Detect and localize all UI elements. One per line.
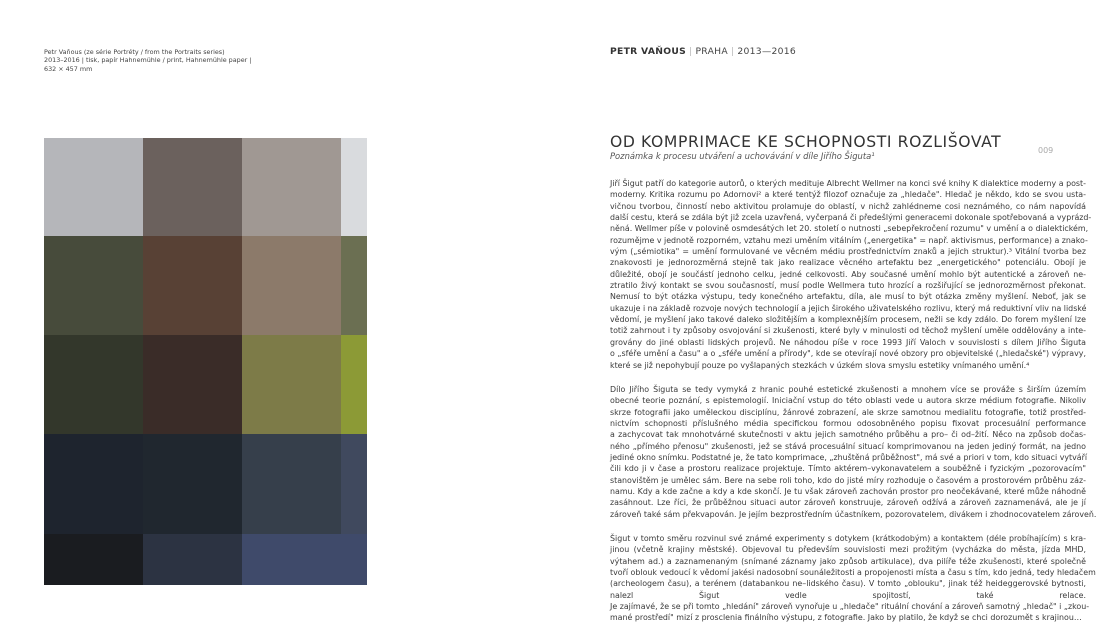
color-block <box>242 434 341 534</box>
color-block <box>341 138 367 236</box>
color-block <box>341 335 367 434</box>
text-line: skrze fotografii jako uměleckou disciplínu, žánrové zobrazení, ale skrze samotnou medialitu fotografie, totiž prostřed- <box>610 407 1086 417</box>
color-block <box>143 138 242 236</box>
article-title: OD KOMPRIMACE KE SCHOPNOSTI ROZLIŠOVAT <box>610 133 1002 151</box>
text-line: namu. Kdy a kde začne a kdy a kde skončí. Je tu však zároveň zachován prostor pro neočekávané, které může náhodně <box>610 486 1086 496</box>
text-line: zároveň také sám překvapován. Je jejím bezprostředním účastníkem, pozorovatelem, divákem i zhodnocovatelem zároveň. <box>610 509 1097 519</box>
artwork-color-grid <box>44 138 367 585</box>
caption-dimensions: 632 × 457 mm <box>44 64 93 73</box>
article-paragraph <box>610 533 1096 624</box>
text-line: obecné teorie poznání, s epistemologií. Iniciační vstup do této oblasti vede u autora skrze médium fotografie. Nikoliv <box>610 396 1086 406</box>
color-block <box>341 534 367 585</box>
text-line: čili kdo ji v čase a prostoru realizace projektuje. Tímto aktérem–vykonavatelem a souběžně i fyzickým „pozorovacím" <box>610 464 1086 474</box>
text-line: stanovištěm je umělec sám. Bere na sebe roli toho, kdo do jisté míry rozhoduje o časovém a prostorovém průběhu záz- <box>610 475 1086 485</box>
text-line: o „sféře umění a času" a o „sféře umění a přírody", kde se otevírají nové obzory pro objevitelské („hledačské") výpravy, <box>610 349 1086 359</box>
text-line: důležité, obojí je součástí jednoho celku, jedné celkovosti. Aby současné umění mohlo být autentické a zároveň ne- <box>610 269 1086 279</box>
header-author: PETR VAŇOUS <box>610 46 687 57</box>
text-line: tvoří oblouk vedoucí k vědomí jakési nadosobní sounáležitosti a propojenosti místa a času s tím, kdo jedná, tedy hledačem <box>610 568 1096 577</box>
text-line: rozumějme v jednotě rozporném, vztahu mezi uměním vitálním („energetika" = např. aktivismus, performance) a znako- <box>610 235 1088 245</box>
text-line: ného „přímého přenosu" zkušenosti, jež se stává procesuální situací komprimovanou na jeden jediný formát, na jedno <box>610 441 1086 451</box>
text-line: další cestu, která se zdála být již zcela uzavřená, vyčerpaná či předešlými generacemi dokonale spotřebovaná a vyprázd- <box>610 213 1092 223</box>
color-block <box>143 335 242 434</box>
color-block <box>143 534 242 585</box>
color-block <box>242 534 341 585</box>
text-line: jediné okno snímku. Podstatné je, že tato komprimace, „zhuštěná průběžnost", má své a priori v tom, kdo situaci vytváří <box>610 452 1088 462</box>
text-line: něná. Wellmer píše v polovině osmdesátých let 20. století o nutnosti „sebepřekročení rozumu" v umění a o dialektickém, <box>610 224 1089 234</box>
text-line: ukazuje i na základě rozvoje nových technologií a jejich širokého uživatelského rozlivu, který má reduktivní vliv na lidské <box>610 303 1087 313</box>
color-block <box>242 236 341 335</box>
header-years: 2013—2016 <box>737 46 797 57</box>
caption-title: Petr Vaňous (ze série Portréty / from the Portraits series) <box>44 48 225 56</box>
text-line: vědomí, je myšlení jako takové daleko složitějším a komplexnějším procesem, nežli se kdy zdálo. Do forem myšlení lze <box>610 315 1086 325</box>
text-line: Dílo Jiřího Šiguta se tedy vymyká z hranic pouhé estetické zkušenosti a mnohem více se prováže s širším územím <box>610 384 1086 394</box>
text-line: vým („sémiotika" = umění formulované ve věcném médiu prostřednictvím znaků a jejich struktur).³ Vitální tvorba bez <box>610 247 1086 257</box>
text-line: (archeologem času), a terénem (databankou ne–lidského času). V tomto „oblouku", jinak též heideggerovské bytnosti, <box>610 579 1086 589</box>
color-block <box>44 138 143 236</box>
text-line: nictvím schopnosti příslušného média specifickou formou odosobněného popisu fixovat procesuální performance <box>610 418 1086 428</box>
artwork-caption <box>44 48 264 73</box>
article-paragraph <box>610 384 1097 520</box>
color-block <box>341 434 367 534</box>
text-line: totiž zahrnout i ty způsoby osvojování si zkušenosti, které byly v minulosti od těchož myšlení uměle oddělovány a inte- <box>610 326 1086 336</box>
color-block <box>44 335 143 434</box>
text-line: Je zajímavé, že se při tomto „hledání" zároveň vynořuje u „hledače" rituální chování a zároveň samotný „hledač" i „zkou- <box>610 602 1090 612</box>
color-block <box>143 236 242 335</box>
text-line: ztratilo živý kontakt se svou současností, musí podle Wellmera tuto hrozící a rozšiřující se jednorozměrnost překonat. <box>610 281 1086 291</box>
text-line: výtahem ad.) a zaznamenaným (snímané záznamy jako způsob artikulace), dva pilíře téže zkušenosti, které společně <box>610 556 1086 566</box>
text-line: vičnou tvorbou, činností nebo aktivitou prolamuje do oblastí, v nichž zahlédneme cosi neznámého, co nám napovídá <box>610 201 1086 211</box>
color-block <box>242 138 341 236</box>
header-separator: | <box>730 46 735 57</box>
text-line: moderny. Kritika rozumu po Adornovi² a které tentýž filozof označuje za „hledače". Hledač je někdo, kdo se svou usta- <box>610 190 1086 200</box>
header-separator: | <box>689 46 693 57</box>
text-line: nalezl Šigut vedle spojitostí, také relace. <box>610 590 1086 600</box>
text-line: zasáhnout. Lze říci, že průběžnou situaci autor zároveň konstruuje, zároveň odžívá a zároveň zaznamenává, ale je jí <box>610 498 1086 508</box>
color-block <box>44 236 143 335</box>
article-paragraph <box>610 178 1092 371</box>
running-header <box>610 46 796 57</box>
color-block <box>242 335 341 434</box>
caption-details: 2013–2016 | tisk, papír Hahnemühle / print, Hahnemühle paper | <box>44 56 252 65</box>
text-line: Jiří Šigut patří do kategorie autorů, o kterých medituje Albrecht Wellmer na konci své knihy K dialektice moderny a post- <box>610 179 1086 188</box>
page-number: 009 <box>1038 146 1054 155</box>
color-block <box>143 434 242 534</box>
text-line: mané prostředí" mizí z prosclenia finálního výstupu, z fotografie. Jako by platilo, že když se chci dorozumět s krajinou… <box>610 613 1082 623</box>
text-line: které se již nepohybují pouze po vyšlapaných stezkách v úzkém slova smyslu estetiky vnímaného umění.⁴ <box>610 360 1030 370</box>
text-line: Nemusí to být otázka výstupu, tedy konečného artefaktu, díla, ale musí to být otázka změny myšlení. Neboť, jak se <box>610 292 1086 302</box>
header-city: PRAHA <box>695 46 728 57</box>
text-line: znakovosti je jednorozměrná stejně tak jako realizace věcného artefaktu bez „energetického" potenciálu. Obojí je <box>610 258 1086 268</box>
text-line: grovány do jiné oblasti lidských projevů. Ne náhodou píše v roce 1993 Jiří Valoch v souvislosti s dílem Jiřího Šiguta <box>610 337 1086 347</box>
text-line: jinou (včetně krajiny městské). Objevoval tu především souvislosti mezi prožitým (vycházka do města, jízda MHD, <box>610 545 1086 555</box>
text-line: a zachycovat tak mnohotvárné skutečnosti v aktu jejich samotného průběhu a pro– či od–žití. Něco na způsob dočas- <box>610 430 1086 440</box>
color-block <box>44 434 143 534</box>
article-body <box>610 178 1097 637</box>
color-block <box>44 534 143 585</box>
text-line: Šigut v tomto směru rozvinul své známé experimenty s dotykem (krátkodobým) a kontaktem (déle probíhajícím) s kra- <box>610 533 1086 543</box>
color-block <box>341 236 367 335</box>
article-subtitle: Poznámka k procesu utváření a uchovávání v díle Jiřího Šiguta¹ <box>610 151 875 161</box>
